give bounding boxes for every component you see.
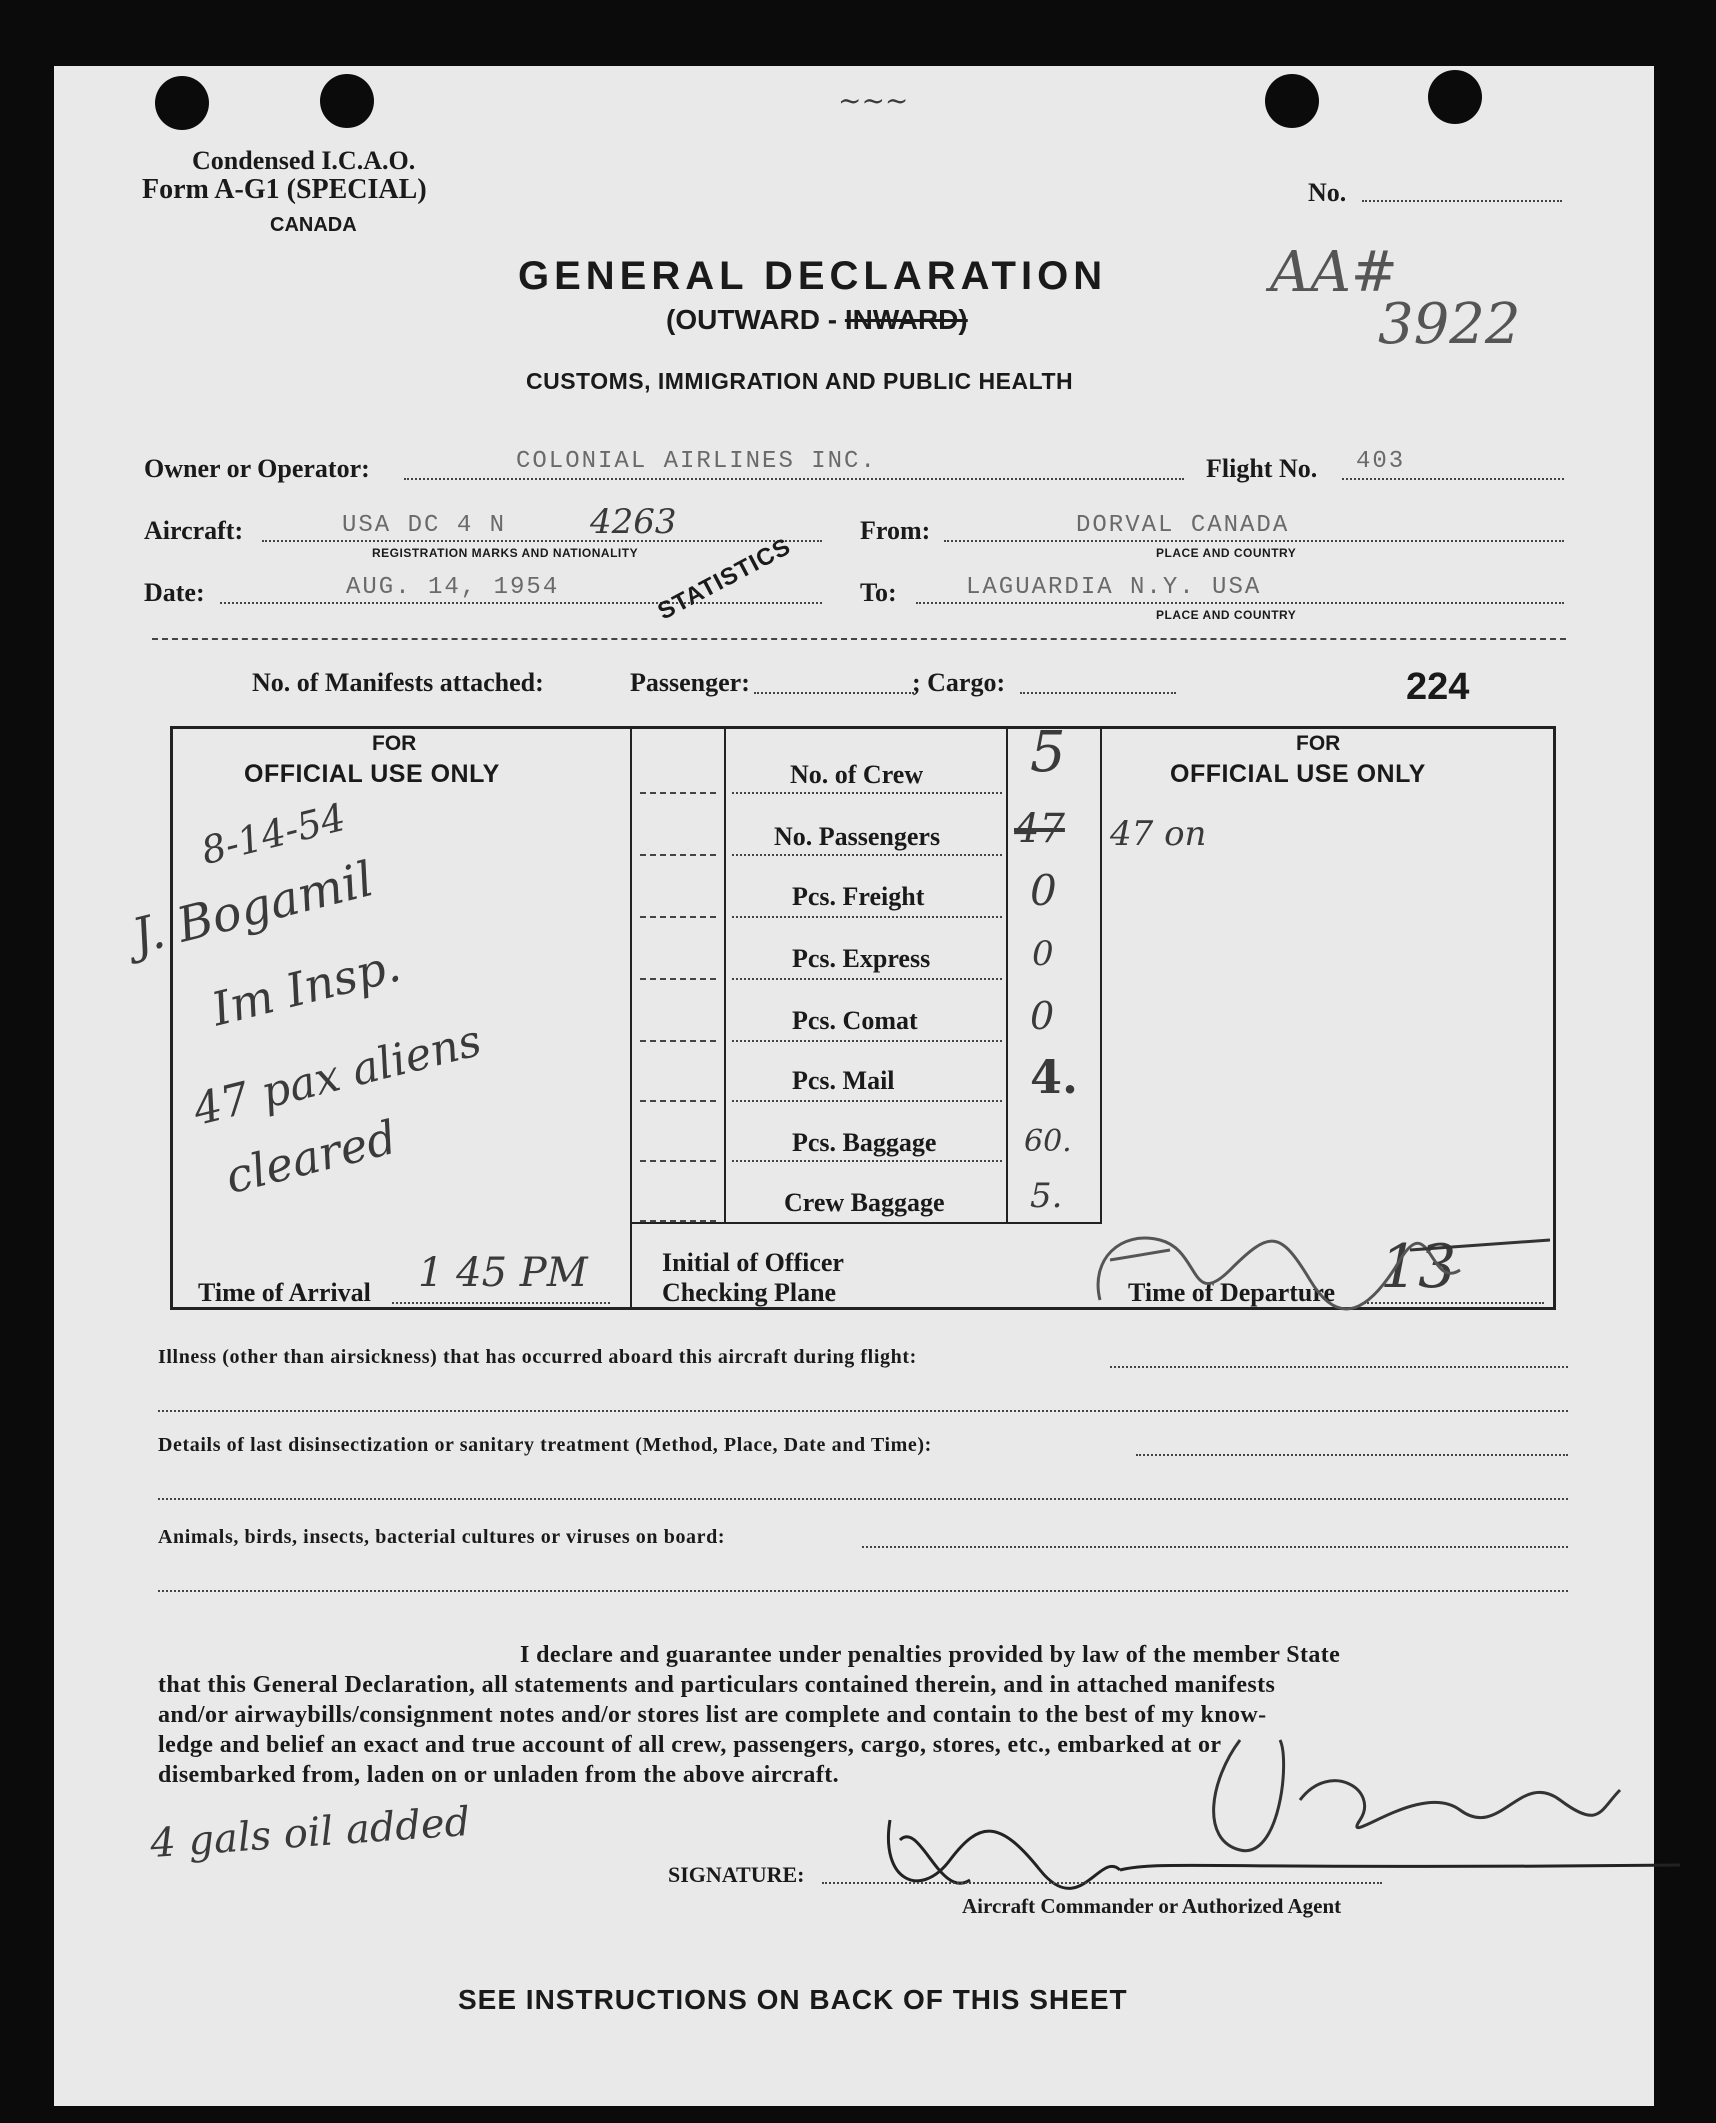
punch-hole-2 (320, 74, 374, 128)
row-label: Pcs. Baggage (792, 1128, 937, 1157)
no-field (1362, 200, 1562, 202)
footer-instructions: SEE INSTRUCTIONS ON BACK OF THIS SHEET (458, 1984, 1128, 2015)
animals-field-2 (158, 1590, 1568, 1592)
subtitle-outward: (OUTWARD - (666, 304, 845, 335)
illness-field-2 (158, 1410, 1568, 1412)
row-value: 5 (1030, 720, 1066, 785)
from-field (944, 540, 1564, 542)
date-field (220, 602, 822, 604)
aircraft-field (262, 540, 822, 542)
section-heading: CUSTOMS, IMMIGRATION AND PUBLIC HEALTH (526, 368, 1074, 394)
row-blank-field (640, 1040, 716, 1042)
row-underline (732, 1100, 1002, 1102)
row-blank-field (640, 1160, 716, 1162)
from-caption: PLACE AND COUNTRY (1156, 546, 1297, 560)
table-divider-right (1100, 726, 1102, 1224)
initial-officer-label-1: Initial of Officer (662, 1248, 844, 1277)
row-label: Crew Baggage (784, 1188, 945, 1217)
table-divider-mid1 (724, 726, 726, 1224)
handwritten-ref-1: AA# (1270, 240, 1398, 305)
row-underline (732, 916, 1002, 918)
flight-label: Flight No. (1206, 454, 1318, 483)
declaration-line-2: that this General Declaration, all statements and particulars contained therein, and in attached manifests (158, 1672, 1276, 1698)
punch-hole-3 (1265, 74, 1319, 128)
row-label: Pcs. Comat (792, 1006, 918, 1035)
manifests-label: No. of Manifests attached: (252, 668, 544, 697)
subtitle-inward-struck: INWARD) (844, 304, 968, 335)
time-departure-label: Time of Departure (1128, 1278, 1335, 1307)
row-value: 5. (1030, 1176, 1063, 1216)
declaration-line-3: and/or airwaybills/consignment notes and/or stores list are complete and contain to the best of my know- (158, 1702, 1267, 1728)
right-official-label: OFFICIAL USE ONLY (1170, 760, 1426, 788)
disinsect-field (1136, 1454, 1568, 1456)
no-label: No. (1308, 178, 1347, 207)
row-value: 0 (1032, 934, 1054, 974)
commander-signature-scribble (860, 1700, 1680, 1920)
row-underline (732, 1160, 1002, 1162)
animals-field (862, 1546, 1568, 1548)
date-label: Date: (144, 578, 205, 607)
row-label: Pcs. Freight (792, 882, 925, 911)
cargo-manifest-field (1020, 692, 1176, 694)
punch-hole-4 (1428, 70, 1482, 124)
row-blank-field (640, 1220, 716, 1222)
form-code-line1: Condensed I.C.A.O. (192, 146, 416, 175)
illness-label: Illness (other than airsickness) that has occurred aboard this aircraft during flight: (158, 1346, 917, 1368)
officer-initials-scribble (1080, 1200, 1560, 1320)
row-blank-field (640, 1100, 716, 1102)
time-arrival-field (392, 1302, 610, 1304)
illness-field (1110, 1366, 1568, 1368)
row-value: 0 (1030, 866, 1057, 915)
disinsect-field-2 (158, 1498, 1568, 1500)
separator-line (152, 638, 1566, 640)
to-field (916, 602, 1564, 604)
form-code-line3: CANADA (270, 214, 357, 236)
handwritten-ref-2: 3922 (1378, 292, 1521, 357)
row-value: 60. (1024, 1124, 1072, 1159)
time-departure-value: 13 (1380, 1232, 1457, 1302)
passenger-manifest-label: Passenger: (630, 668, 750, 697)
row-label: Pcs. Express (792, 944, 931, 973)
form-subtitle (666, 304, 968, 336)
row-label: No. Passengers (774, 822, 941, 851)
table-row-bottom (630, 1222, 1102, 1224)
stamp-mark: ~~~ (838, 84, 909, 117)
row-value: 0 (1030, 994, 1055, 1038)
official-note: 8-14-54 (196, 794, 350, 874)
row-value: 4. (1030, 1050, 1079, 1104)
owner-label: Owner or Operator: (144, 454, 370, 483)
punch-hole-1 (155, 76, 209, 130)
row-blank-field (640, 978, 716, 980)
statistics-stamp: STATISTICS (653, 532, 796, 626)
flight-value: 403 (1356, 448, 1406, 475)
row-blank-field (640, 792, 716, 794)
passenger-manifest-field (754, 692, 914, 694)
form-code-line2: Form A-G1 (SPECIAL) (142, 174, 427, 205)
owner-field (404, 478, 1184, 480)
declaration-hand-note: 4 gals oil added (148, 1798, 472, 1868)
from-label: From: (860, 516, 931, 545)
time-arrival-label: Time of Arrival (198, 1278, 371, 1307)
right-for-label: FOR (1296, 732, 1341, 755)
signature-caption: Aircraft Commander or Authorized Agent (962, 1894, 1342, 1918)
declaration-line-1: I declare and guarantee under penalties provided by law of the member State (520, 1642, 1341, 1668)
official-note: cleared (220, 1109, 402, 1205)
row-underline (732, 854, 1002, 856)
row-underline (732, 978, 1002, 980)
row-value: 47 (1014, 806, 1065, 852)
left-official-label: OFFICIAL USE ONLY (244, 760, 500, 788)
aircraft-caption: REGISTRATION MARKS AND NATIONALITY (372, 546, 639, 560)
animals-label: Animals, birds, insects, bacterial cultures or viruses on board: (158, 1526, 726, 1548)
cargo-manifest-label: ; Cargo: (912, 668, 1006, 697)
to-label: To: (860, 578, 897, 607)
aircraft-handwritten: 4263 (590, 502, 677, 542)
date-value: AUG. 14, 1954 (346, 574, 560, 601)
row-blank-field (640, 854, 716, 856)
declaration-line-5: disembarked from, laden on or unladen from the above aircraft. (158, 1762, 840, 1788)
official-note: 47 pax aliens (188, 1015, 487, 1136)
disinsect-label: Details of last disinsectization or sanitary treatment (Method, Place, Date and Time): (158, 1434, 932, 1456)
signature-field (822, 1882, 1382, 1884)
to-caption: PLACE AND COUNTRY (1156, 608, 1297, 622)
row-underline (732, 1040, 1002, 1042)
to-value: LAGUARDIA N.Y. USA (966, 574, 1262, 601)
passenger-note: 47 on (1110, 814, 1207, 854)
initial-officer-label-2: Checking Plane (662, 1278, 837, 1307)
left-for-label: FOR (372, 732, 417, 755)
row-underline (732, 792, 1002, 794)
aircraft-value: USA DC 4 N (342, 512, 507, 539)
table-divider-mid2 (1006, 726, 1008, 1224)
row-label: Pcs. Mail (792, 1066, 895, 1095)
aircraft-label: Aircraft: (144, 516, 244, 545)
declaration-line-4: ledge and belief an exact and true account of all crew, passengers, cargo, stores, etc., embarked at or (158, 1732, 1222, 1758)
time-arrival-value: 1 45 PM (418, 1250, 588, 1296)
row-blank-field (640, 916, 716, 918)
manifest-number: 224 (1406, 666, 1470, 708)
official-note: Im Insp. (206, 937, 406, 1037)
owner-value: COLONIAL AIRLINES INC. (516, 448, 877, 475)
signature-label: SIGNATURE: (668, 1862, 805, 1887)
official-note: J. Bogamil (126, 851, 379, 965)
flight-field (1342, 478, 1564, 480)
from-value: DORVAL CANADA (1076, 512, 1290, 539)
row-label: No. of Crew (790, 760, 924, 789)
form-title: GENERAL DECLARATION (518, 254, 1108, 298)
